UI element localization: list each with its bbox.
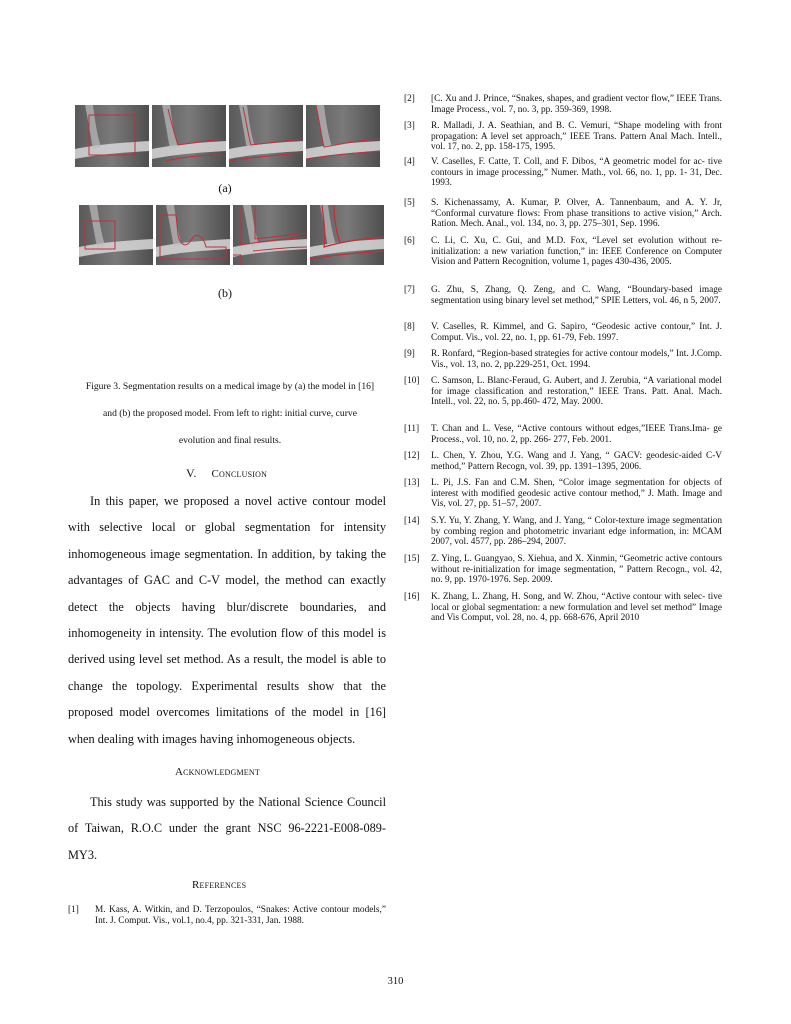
reference-item-2: [404, 94, 722, 115]
reference-item-6: [404, 236, 722, 268]
reference-number: [5]: [404, 198, 415, 208]
reference-text: C. Samson, L. Blanc-Feraud, G. Aubert, and J. Zerubia, “A variational model for image classification and restoration,” IEEE Trans. Patt. Anal. Mach. Intell., vol. 22, no. 5, pp.460- 472, May. 2000.: [431, 376, 722, 408]
reference-text: G. Zhu, S, Zhang, Q. Zeng, and C. Wang, “Boundary-based image segmentation using binary level set method,” SPIE Letters, vol. 46, n 5, 2007.: [431, 285, 722, 306]
reference-text: R. Ronfard, “Region-based strategies for active contour models,” Int. J.Comp. Vis., vol. 13, no. 2, pp.229-251, Oct. 1994.: [431, 349, 722, 370]
reference-text: V. Caselles, F. Catte, T. Coll, and F. Dibos, “A geometric model for ac- tive contours in image processing,” Numer. Math., vol. 66, no. 1, pp. 1- 31, Dec. 1993.: [431, 157, 722, 189]
acknowledgment-heading: [175, 766, 260, 778]
reference-text: Z. Ying, L. Guangyao, S. Xiehua, and X. Xinmin, “Geometric active contours without re-initialization for image segmentation, ” Pattern Recogn., vol. 42, no. 9, pp. 1970-1976. Sep. 2009.: [431, 554, 722, 586]
figure-b-panel-evolution-1: [156, 205, 230, 265]
references-title: References: [192, 879, 247, 891]
conclusion-heading: [186, 466, 267, 481]
figure-b-panel-evolution-2: [233, 205, 307, 265]
reference-number: [11]: [404, 424, 420, 434]
reference-number: [14]: [404, 516, 420, 526]
reference-item-7: [404, 285, 722, 306]
page-number: 310: [387, 976, 404, 987]
reference-number: [16]: [404, 592, 420, 602]
reference-number: [1]: [68, 905, 79, 915]
reference-number: [9]: [404, 349, 415, 359]
reference-number: [10]: [404, 376, 420, 386]
reference-number: [4]: [404, 157, 415, 167]
acknowledgment-text: This study was supported by the National Science Council of Taiwan, R.O.C under the grant NSC 96-2221-E008-089-MY3.: [68, 795, 386, 862]
reference-number: [15]: [404, 554, 420, 564]
reference-number: [3]: [404, 121, 415, 131]
figure-a-panel-evolution-2: [229, 105, 303, 167]
figure-b-panel-final: [310, 205, 384, 265]
reference-number: [7]: [404, 285, 415, 295]
reference-item-16: [404, 592, 722, 624]
figure-b-panel-initial: [79, 205, 153, 265]
figure-caption-line-1: Figure 3. Segmentation results on a medical image by (a) the model in [16]: [85, 381, 375, 392]
conclusion-text: In this paper, we proposed a novel active contour model with selective local or global segmentation for intensity inhomogeneous image segmentation. In addition, by taking the advantages of GAC and C-V model, the method can exactly detect the objects having blur/discrete boundaries, and inhomogeneity in intensity. The evolution flow of this model is derived using level set method. As a result, the model is able to change the topology. Experimental results show that the proposed model overcomes limitations of the model in [16] when dealing with images having inhomogeneous objects.: [68, 494, 386, 746]
figure-caption-line-2: and (b) the proposed model. From left to right: initial curve, curve: [103, 408, 357, 419]
reference-item-11: [404, 424, 722, 445]
reference-item-4: [404, 157, 722, 189]
reference-item-13: [404, 478, 722, 510]
reference-text: K. Zhang, L. Zhang, H. Song, and W. Zhou, “Active contour with selec- tive local or global segmentation: a new formulation and level set method” Image and Vis Comput, vol. 28, no. 4, pp. 668-676, April 2010: [431, 592, 722, 624]
figure-caption-line-3: evolution and final results.: [178, 435, 282, 446]
reference-text: R. Malladi, J. A. Seathian, and B. C. Vemuri, “Shape modeling with front propagation: A level set approach,” IEEE Trans. Pattern Anal Mach. Intell., vol. 17, no. 2, pp. 158-175, 1995.: [431, 121, 722, 153]
reference-number: [2]: [404, 94, 415, 104]
reference-item-9: [404, 349, 722, 370]
references-heading: [192, 879, 246, 891]
reference-item-5: [404, 198, 722, 230]
reference-number: [8]: [404, 322, 415, 332]
reference-number: [13]: [404, 478, 420, 488]
conclusion-title: Conclusion: [211, 468, 268, 480]
reference-item-10: [404, 376, 722, 408]
reference-number: [6]: [404, 236, 415, 246]
figure-a-panel-evolution-1: [152, 105, 226, 167]
acknowledgment-title: Acknowledgment: [175, 766, 260, 778]
reference-text: T. Chan and L. Vese, “Active contours without edges,”IEEE Trans.Ima- ge Process., vol. 10, no. 2, pp. 266- 277, Feb. 2001.: [431, 424, 722, 445]
figure-label-a: (a): [218, 181, 232, 195]
conclusion-numeral: V.: [186, 466, 197, 480]
figure-caption: [70, 381, 390, 447]
reference-text: L. Pi, J.S. Fan and C.M. Shen, “Color image segmentation for objects of interest with modified geodesic active contour method,” J. Math. Image and Vis, vol. 27, pp. 51–57, 2007.: [431, 478, 722, 510]
reference-text: [C. Xu and J. Prince, “Snakes, shapes, and gradient vector flow,” IEEE Trans. Image Process., vol. 7, no. 3, pp. 359-369, 1998.: [431, 94, 722, 115]
reference-text: C. Li, C. Xu, C. Gui, and M.D. Fox, “Level set evolution without re-initialization: a new variation function,” in: IEEE Conference on Computer Vision and Pattern Recognition, volume 1, pages 430-436, 2005.: [431, 236, 722, 268]
reference-item-1: [68, 905, 386, 926]
reference-text: S. Kichenassamy, A. Kumar, P. Olver, A. Tannenbaum, and A. Y. Jr, “Conformal curvature flows: From phase transitions to active vision,” Arch. Ration. Mech. Anal., vol. 134, no. 3, pp. 275–301, Sep. 1996.: [431, 198, 722, 230]
figure-row-b: [79, 205, 384, 265]
reference-item-12: [404, 451, 722, 472]
reference-text: L. Chen, Y. Zhou, Y.G. Wang and J. Yang, “ GACV: geodesic-aided C-V method,” Pattern Recogn, vol. 39, pp. 1391–1395, 2006.: [431, 451, 722, 472]
figure-a-panel-final: [306, 105, 380, 167]
reference-item-15: [404, 554, 722, 586]
reference-text: S.Y. Yu, Y. Zhang, Y. Wang, and J. Yang, “ Color-texture image segmentation by combing region and photometric invariant edge information, in: MCAM 2007, vol. 4577, pp. 286–294, 2007.: [431, 516, 722, 548]
reference-number: [12]: [404, 451, 420, 461]
reference-item-14: [404, 516, 722, 548]
figure-row-a: [75, 105, 380, 167]
figure-label-b: (b): [218, 286, 232, 300]
reference-item-8: [404, 322, 722, 343]
reference-text: V. Caselles, R. Kimmel, and G. Sapiro, “Geodesic active contour,” Int. J. Comput. Vis., vol. 22, no. 1, pp. 61-79, Feb. 1997.: [431, 322, 722, 343]
reference-item-3: [404, 121, 722, 153]
reference-text: M. Kass, A. Witkin, and D. Terzopoulos, “Snakes: Active contour models,” Int. J. Comput. Vis., vol.1, no.4, pp. 321-331, Jan. 1988.: [95, 905, 386, 926]
figure-a-panel-initial: [75, 105, 149, 167]
